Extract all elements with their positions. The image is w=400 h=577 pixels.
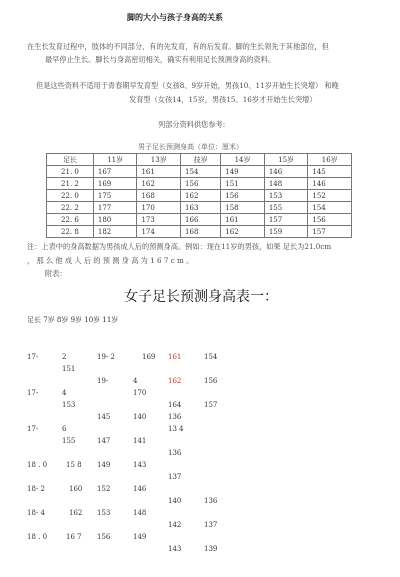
table-cell: 162	[221, 226, 265, 238]
female-cell: 136	[204, 497, 218, 505]
female-cell: 15 8	[66, 461, 82, 469]
note-line-3: 附表：	[45, 269, 67, 278]
table-cell: 22. 0	[47, 190, 94, 202]
table-cell: 145	[308, 166, 352, 178]
table-row	[47, 202, 352, 214]
table-cell: 156	[181, 178, 221, 190]
female-cell: 4	[62, 389, 67, 397]
female-cell: 156	[97, 533, 111, 541]
table-cell: 148	[264, 178, 308, 190]
female-section-title: 女子足长预测身高表一：	[124, 289, 278, 305]
table-cell: 154	[308, 202, 352, 214]
female-cell: 151	[62, 365, 76, 373]
table-cell: 161	[137, 166, 181, 178]
female-cell: 17-	[27, 389, 39, 397]
female-cell: 148	[133, 509, 147, 517]
table-cell: 159	[264, 226, 308, 238]
female-cell: 139	[204, 545, 218, 553]
intro-paragraph-line-1: 在生长发育过程中，肢体的不同部分，有的先发育，有的后发育。脚的生长领先于其他部位，但	[27, 42, 329, 51]
female-cell: 140	[168, 497, 182, 505]
table-cell: 149	[221, 166, 265, 178]
table-cell: 167	[93, 166, 137, 178]
female-ages-header: 足长 7岁 8岁 9岁 10岁 11岁	[27, 316, 119, 324]
header-cell: 14岁	[221, 154, 265, 166]
table-row	[47, 214, 352, 226]
caveat-paragraph-line-2: 发育型（女孩14，15岁，男孩15、16岁才开始生长突增）	[129, 95, 317, 104]
table-row	[47, 178, 352, 190]
intro-paragraph-line-2: 最早停止生长。脚长与身高密切相关，确实有利用足长预测身高的资料。	[45, 55, 276, 64]
note-line-2: ， 那 么 他 成 人 后 的 预 测 身 高 为 1 6 7 c m 。	[27, 256, 194, 265]
note-line-1: 注：上表中的身高数据为男孩成人后的预测身高。例如：现在11岁的男孩，如果 足长为21.0cm	[27, 242, 332, 251]
reference-note: 列部分资料供您参考:	[158, 120, 226, 129]
table-cell: 156	[221, 190, 265, 202]
table-cell: 155	[264, 202, 308, 214]
table-title: 男子足长预测身高（单位：厘米）	[138, 143, 243, 151]
female-cell: 160	[69, 485, 83, 493]
table-cell: 22. 6	[47, 214, 94, 226]
female-cell: 170	[133, 389, 147, 397]
female-cell: 18 . 0	[27, 461, 48, 469]
female-cell: 136	[168, 413, 182, 421]
table-cell: 182	[93, 226, 137, 238]
female-cell: 19- 2	[97, 353, 115, 361]
table-cell: 166	[181, 214, 221, 226]
header-cell: 技岁	[181, 154, 221, 166]
table-row	[47, 166, 352, 178]
female-cell: 141	[133, 437, 147, 445]
female-cell: 18- 2	[27, 485, 45, 493]
table-cell: 161	[221, 214, 265, 226]
table-cell: 173	[137, 214, 181, 226]
table-row	[47, 226, 352, 238]
table-cell: 175	[93, 190, 137, 202]
female-cell: 136	[168, 449, 182, 457]
female-cell: 157	[204, 401, 218, 409]
table-cell: 146	[264, 166, 308, 178]
female-cell: 154	[204, 353, 218, 361]
table-cell: 157	[264, 214, 308, 226]
female-cell-highlight: 162	[168, 377, 182, 385]
table-cell: 162	[181, 190, 221, 202]
caveat-paragraph-line-1: 但是这些资料不适用于青春期早发育型（女孩8、9岁开始，男孩10、11岁开始生长突增） 和晚	[36, 81, 339, 90]
female-cell: 4	[133, 377, 138, 385]
table-cell: 157	[308, 226, 352, 238]
female-cell: 153	[62, 401, 76, 409]
table-row	[47, 190, 352, 202]
table-cell: 154	[181, 166, 221, 178]
female-cell: 18- 4	[27, 509, 45, 517]
female-cell: 153	[97, 509, 111, 517]
female-cell: 156	[204, 377, 218, 385]
table-cell: 153	[264, 190, 308, 202]
female-cell: 137	[168, 473, 182, 481]
table-cell: 146	[308, 178, 352, 190]
female-cell: 17-	[27, 353, 39, 361]
header-cell: 足长	[47, 154, 94, 166]
female-cell: 137	[204, 521, 218, 529]
female-cell: 169	[142, 353, 156, 361]
table-cell: 151	[221, 178, 265, 190]
female-cell: 18 . 0	[27, 533, 48, 541]
female-cell: 143	[168, 545, 182, 553]
table-cell: 169	[93, 178, 137, 190]
female-cell: 13 4	[168, 425, 184, 433]
female-cell: 142	[168, 521, 182, 529]
table-cell: 21. 2	[47, 178, 94, 190]
table-cell: 22. 2	[47, 202, 94, 214]
table-cell: 180	[93, 214, 137, 226]
female-cell: 16 7	[66, 533, 82, 541]
female-cell: 145	[97, 413, 111, 421]
table-cell: 170	[137, 202, 181, 214]
header-cell: 16岁	[308, 154, 352, 166]
female-cell: 140	[133, 413, 147, 421]
header-cell: 11岁	[93, 154, 137, 166]
table-header-row	[47, 154, 352, 166]
table-cell: 158	[221, 202, 265, 214]
female-cell: 19-	[97, 377, 109, 385]
header-cell: 15岁	[264, 154, 308, 166]
table-cell: 156	[308, 214, 352, 226]
female-cell: 146	[133, 485, 147, 493]
table-cell: 177	[93, 202, 137, 214]
female-cell-highlight: 161	[168, 353, 182, 361]
female-cell: 152	[97, 485, 111, 493]
female-cell: 164	[168, 401, 182, 409]
table-cell: 21. 0	[47, 166, 94, 178]
female-cell: 17-	[27, 425, 39, 433]
male-height-prediction-table	[46, 153, 352, 238]
table-cell: 168	[181, 226, 221, 238]
female-cell: 147	[97, 437, 111, 445]
female-cell: 6	[62, 425, 67, 433]
female-cell: 149	[97, 461, 111, 469]
table-cell: 22. 8	[47, 226, 94, 238]
female-cell: 149	[133, 533, 147, 541]
table-cell: 168	[137, 190, 181, 202]
header-cell: 13岁	[137, 154, 181, 166]
table-cell: 174	[137, 226, 181, 238]
female-cell: 2	[62, 353, 67, 361]
female-cell: 143	[133, 461, 147, 469]
table-cell: 152	[308, 190, 352, 202]
document-title: 脚的大小与孩子身高的关系	[127, 12, 223, 22]
table-cell: 162	[137, 178, 181, 190]
female-cell: 155	[62, 437, 76, 445]
female-cell: 162	[69, 509, 83, 517]
table-cell: 163	[181, 202, 221, 214]
